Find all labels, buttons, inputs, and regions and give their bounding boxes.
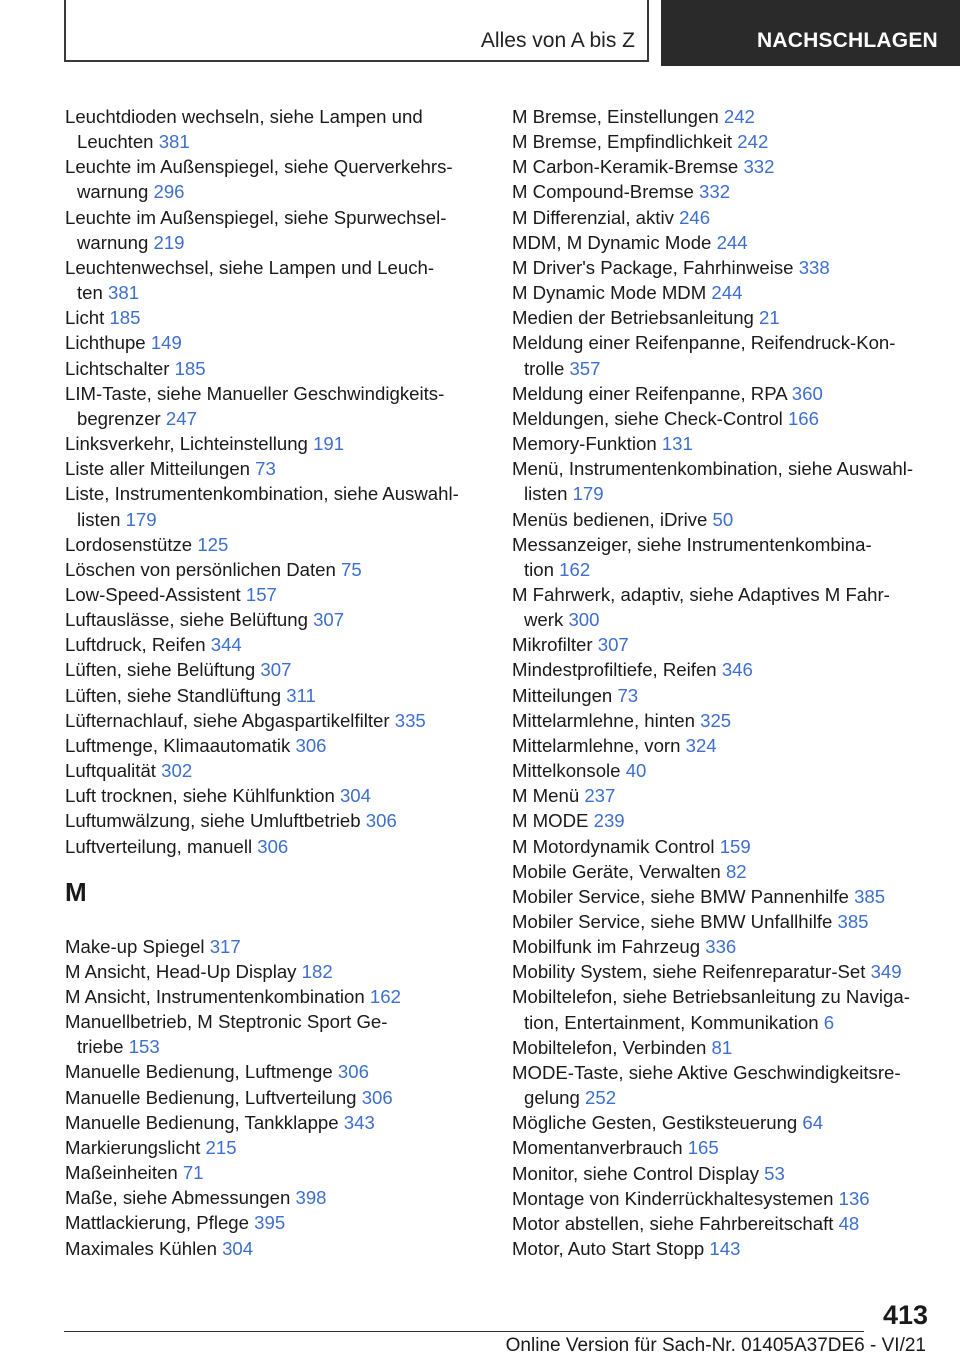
index-entry-text: Mikrofilter [512, 634, 598, 656]
index-entry-text: M Carbon-Keramik-Bremse [512, 156, 744, 178]
page-reference-link[interactable]: 191 [313, 433, 345, 455]
index-entry-text: Leuchte im Außenspiegel, siehe Querverkehrs- [65, 156, 453, 178]
index-entry-text: Luftqualität [65, 760, 162, 782]
index-entry [65, 532, 485, 557]
index-entry-text: M MODE [512, 810, 594, 832]
index-entry-text: Linksverkehr, Lichteinstellung [65, 433, 314, 455]
page-reference-link[interactable]: 82 [725, 860, 747, 882]
page-reference-link[interactable]: 75 [341, 558, 362, 580]
index-entry-text: Luft trocknen, siehe Kühlfunktion [65, 785, 340, 807]
online-version-note: Online Version für Sach-Nr. 01405A37DE6 - VI/21 [505, 1335, 926, 1356]
page-reference-link[interactable]: 182 [301, 960, 333, 982]
index-entry [512, 859, 932, 884]
index-entry-text: Menü, Instrumentenkombination, siehe Auswahl- [512, 458, 914, 480]
index-entry-text: M Fahrwerk, adaptiv, siehe Adaptives M Fahr- [512, 583, 890, 605]
index-entry-text: M Ansicht, Instrumentenkombination [65, 986, 370, 1007]
index-entry-text: Maximales Kühlen [65, 1237, 223, 1259]
page-reference-link[interactable]: 335 [394, 709, 426, 731]
index-entry [512, 1236, 932, 1261]
index-entry [65, 104, 485, 154]
page-reference-link[interactable]: 349 [870, 961, 902, 983]
index-entry-text: Manuelle Bedienung, Luftmenge [65, 1061, 338, 1083]
page-reference-link[interactable]: 125 [197, 533, 229, 555]
page-reference-link[interactable]: 398 [295, 1187, 327, 1209]
index-entry [512, 582, 932, 632]
index-entry-text: listen [524, 483, 573, 505]
index-entry [512, 507, 932, 532]
index-entry [512, 959, 932, 984]
page-reference-link[interactable]: 237 [584, 785, 616, 807]
page-reference-link[interactable]: 343 [343, 1111, 375, 1133]
page-header [0, 0, 960, 66]
index-entry [65, 708, 485, 733]
index-entry-text: Lüften, siehe Belüftung [65, 659, 261, 681]
index-entry-text: Lordosenstütze [65, 533, 198, 555]
index-entry [512, 129, 932, 154]
index-entry-text: Mögliche Gesten, Gestiksteuerung [512, 1112, 803, 1134]
page-reference-link[interactable]: 307 [597, 634, 629, 656]
page-reference-link[interactable]: 149 [150, 332, 182, 354]
page-reference-link[interactable]: 162 [559, 558, 591, 580]
page-reference-link[interactable]: 300 [568, 609, 600, 631]
index-entry [512, 532, 932, 582]
index-entry [65, 1059, 485, 1084]
page-reference-link[interactable]: 338 [798, 256, 830, 278]
index-entry [512, 305, 932, 330]
index-entry [65, 154, 485, 204]
index-entry [65, 582, 485, 607]
page-reference-link[interactable]: 325 [700, 709, 732, 731]
page-reference-link[interactable]: 302 [161, 760, 193, 782]
page-reference-link[interactable]: 332 [699, 181, 731, 203]
index-entry-text: Lüften, siehe Standlüftung [65, 684, 287, 706]
index-entry [512, 104, 932, 129]
page-reference-link[interactable]: 247 [165, 407, 197, 429]
index-entry [65, 205, 485, 255]
index-entry-text: Low-Speed-Assistent [65, 583, 246, 605]
index-entry [65, 934, 485, 959]
index-entry-text: Mobiltelefon, siehe Betriebsanleitung zu Naviga- [512, 986, 910, 1008]
index-entry [65, 356, 485, 381]
index-entry-text: Meldungen, siehe Check-Control [512, 407, 788, 429]
index-entry [65, 657, 485, 682]
index-entry-text: Mobility System, siehe Reifenreparatur-Set [512, 961, 871, 983]
page-reference-link[interactable]: 81 [711, 1036, 733, 1058]
chapter-tab-label: NACHSCHLAGEN [757, 29, 938, 52]
index-entry-text: M Bremse, Empfindlichkeit [512, 131, 738, 153]
index-entry [512, 808, 932, 833]
index-entry-text: MODE-Taste, siehe Aktive Geschwindigkeitsre- [512, 1061, 901, 1083]
index-entry [65, 1009, 485, 1059]
index-entry-text: Mobilfunk im Fahrzeug [512, 936, 706, 958]
index-entry [65, 557, 485, 582]
index-entry-text: Leuchtdioden wechseln, siehe Lampen und [65, 106, 423, 127]
index-entry-text: Mobiltelefon, Verbinden [512, 1036, 712, 1058]
index-entry-text: Markierungslicht [65, 1136, 206, 1158]
index-entry-text: Mobiler Service, siehe BMW Unfallhilfe [512, 911, 838, 932]
index-entry [512, 406, 932, 431]
page-reference-link[interactable]: 381 [158, 131, 190, 153]
page-reference-link[interactable]: 360 [791, 382, 823, 404]
index-entry-text: Momentanverbrauch [512, 1137, 688, 1159]
page-reference-link[interactable]: 166 [787, 407, 819, 429]
page-reference-link[interactable]: 252 [585, 1087, 617, 1109]
index-entry [512, 330, 932, 380]
page-reference-link[interactable]: 244 [716, 231, 748, 253]
index-entry-text: Mindestprofiltiefe, Reifen [512, 659, 722, 681]
page-reference-link[interactable]: 244 [711, 282, 743, 304]
index-column-right [512, 104, 932, 1261]
index-entry-text: tion, Entertainment, Kommunikation [524, 1011, 824, 1033]
page-reference-link[interactable]: 153 [128, 1036, 160, 1058]
index-entry-text: gelung [524, 1087, 586, 1109]
index-entry [512, 733, 932, 758]
page-reference-link[interactable]: 165 [687, 1137, 719, 1159]
index-entry-text: Motor, Auto Start Stopp [512, 1238, 710, 1260]
page-reference-link[interactable]: 306 [365, 810, 397, 832]
index-entry-text: M Ansicht, Head-Up Display [65, 960, 302, 982]
page-reference-link[interactable]: 306 [337, 1061, 369, 1083]
page-reference-link[interactable]: 385 [837, 911, 869, 932]
page-reference-link[interactable]: 296 [153, 181, 185, 203]
page-reference-link[interactable]: 50 [712, 508, 734, 530]
index-entry [65, 733, 485, 758]
index-entry-text: Lichtschalter [65, 357, 175, 379]
page-reference-link[interactable]: 215 [205, 1136, 237, 1158]
index-entry [65, 1110, 485, 1135]
page-reference-link[interactable]: 219 [153, 231, 185, 253]
index-entry [512, 884, 932, 909]
page-number: 413 [882, 1300, 928, 1330]
index-entry [512, 657, 932, 682]
page-reference-link[interactable]: 239 [593, 810, 625, 832]
index-entry-text: Menüs bedienen, iDrive [512, 508, 713, 530]
index-entry-text: MDM, M Dynamic Mode [512, 231, 717, 253]
index-entry [65, 305, 485, 330]
index-entry-text: Memory-Funktion [512, 433, 662, 455]
index-entry-text: Luftauslässe, siehe Belüftung [65, 609, 314, 631]
index-entry [65, 758, 485, 783]
page-reference-link[interactable]: 306 [295, 734, 327, 756]
index-column-left [65, 104, 485, 1261]
index-entry-text: warnung [77, 181, 154, 203]
index-entry-text: M Driver's Package, Fahrhinweise [512, 256, 799, 278]
index-entry-text: M Bremse, Einstellungen [512, 106, 724, 127]
index-entry-text: Lüfternachlauf, siehe Abgaspartikelfilter [65, 709, 395, 731]
index-entry [512, 909, 932, 934]
index-entry [65, 330, 485, 355]
page-reference-link[interactable]: 136 [838, 1187, 870, 1209]
index-entry [512, 179, 932, 204]
footer-divider [64, 1331, 864, 1332]
page-reference-link[interactable]: 246 [679, 206, 711, 228]
index-entry [65, 1135, 485, 1160]
index-entry-text: Meldung einer Reifenpanne, Reifendruck-Kon- [512, 332, 896, 354]
index-entry-text: Lichthupe [65, 332, 151, 354]
page-reference-link[interactable]: 21 [759, 307, 780, 329]
index-entry-text: Mittelkonsole [512, 760, 626, 782]
index-entry-text: Mobiler Service, siehe BMW Pannenhilfe [512, 885, 855, 907]
index-entry-text: Luftdruck, Reifen [65, 634, 211, 656]
index-entry [512, 431, 932, 456]
index-entry-text: M Dynamic Mode MDM [512, 282, 712, 304]
index-entry-text: Leuchtenwechsel, siehe Lampen und Leuch- [65, 256, 435, 278]
page-reference-link[interactable]: 242 [723, 106, 755, 127]
page-reference-link[interactable]: 40 [625, 760, 647, 782]
page-reference-link[interactable]: 157 [245, 583, 277, 605]
index-entry-text: Meldung einer Reifenpanne, RPA [512, 382, 792, 404]
page-reference-link[interactable]: 6 [823, 1011, 835, 1033]
index-entry [512, 381, 932, 406]
index-entry-text: M Differenzial, aktiv [512, 206, 680, 228]
index-entry-text: Maßeinheiten [65, 1162, 183, 1184]
index-entry [65, 456, 485, 481]
page-reference-link[interactable]: 307 [313, 609, 345, 631]
index-entry-text: Löschen von persönlichen Daten [65, 558, 341, 580]
page-reference-link[interactable]: 381 [108, 282, 140, 304]
index-entry-text: tion [524, 558, 560, 580]
index-entry-text: Liste aller Mitteilungen [65, 458, 256, 480]
index-entry-text: Leuchte im Außenspiegel, siehe Spurwechsel- [65, 206, 447, 228]
chapter-tab [661, 0, 960, 66]
page-reference-link[interactable]: 311 [286, 684, 316, 706]
index-entry [65, 255, 485, 305]
index-entry-text: Monitor, siehe Control Display [512, 1162, 765, 1184]
index-entry [512, 205, 932, 230]
page-reference-link[interactable]: 357 [569, 357, 601, 379]
index-entry [512, 683, 932, 708]
index-entry [65, 1236, 485, 1261]
page-reference-link[interactable]: 307 [260, 659, 292, 681]
page-reference-link[interactable]: 185 [174, 357, 206, 379]
index-entry-text: begrenzer [77, 407, 166, 429]
index-entry-text: M Menü [512, 785, 585, 807]
index-entry [65, 683, 485, 708]
index-entry-text: trolle [524, 357, 570, 379]
index-entry-text: Montage von Kinderrückhaltesystemen [512, 1187, 839, 1209]
index-entry [512, 708, 932, 733]
index-entry-text: Manuelle Bedienung, Tankklappe [65, 1111, 344, 1133]
index-entry-text: M Motordynamik Control [512, 835, 720, 857]
index-entries-m [65, 934, 485, 1261]
index-entry [65, 381, 485, 431]
letter-heading-m: M [65, 876, 87, 907]
index-entry [512, 758, 932, 783]
page-reference-link[interactable]: 346 [721, 659, 753, 681]
page-reference-link[interactable]: 143 [709, 1238, 741, 1260]
index-entry-text: M Compound-Bremse [512, 181, 700, 203]
page-reference-link[interactable]: 395 [254, 1212, 286, 1234]
index-entry-text: Luftverteilung, manuell [65, 835, 258, 857]
page-reference-link[interactable]: 179 [572, 483, 604, 505]
index-entry [65, 1210, 485, 1235]
index-entry [65, 607, 485, 632]
index-entry-text: Luftumwälzung, siehe Umluftbetrieb [65, 810, 366, 832]
index-entry-text: Maße, siehe Abmessungen [65, 1187, 296, 1209]
index-entry-text: triebe [77, 1036, 129, 1058]
section-title-box [64, 0, 649, 62]
index-entry [512, 1135, 932, 1160]
index-entry-text: Messanzeiger, siehe Instrumentenkombina- [512, 533, 872, 555]
index-entry [512, 984, 932, 1034]
index-entry [512, 1035, 932, 1060]
index-entry [65, 632, 485, 657]
index-entry [512, 230, 932, 255]
index-entry [512, 255, 932, 280]
index-entry [65, 1185, 485, 1210]
page-reference-link[interactable]: 336 [705, 936, 737, 958]
index-entry-text: Manuellbetrieb, M Steptronic Sport Ge- [65, 1011, 388, 1033]
page-reference-link[interactable]: 242 [737, 131, 769, 153]
page-reference-link[interactable]: 179 [125, 508, 157, 530]
index-entry [65, 1160, 485, 1185]
page-reference-link[interactable]: 159 [719, 835, 751, 857]
page-reference-link[interactable]: 73 [255, 458, 276, 480]
index-entry [65, 1085, 485, 1110]
index-entry-text: Medien der Betriebsanleitung [512, 307, 760, 329]
index-entry [65, 834, 485, 859]
page-reference-link[interactable]: 385 [854, 885, 886, 907]
index-entry [512, 154, 932, 179]
page-reference-link[interactable]: 53 [764, 1162, 785, 1184]
index-entry [65, 808, 485, 833]
index-entries-m-continued [512, 104, 932, 1261]
page-reference-link[interactable]: 317 [209, 935, 241, 957]
index-entry [512, 280, 932, 305]
index-entries-l [65, 104, 485, 859]
index-entry-text: Motor abstellen, siehe Fahrbereitschaft [512, 1212, 839, 1234]
index-entry [65, 431, 485, 456]
index-entry-text: ten [77, 282, 109, 304]
page-reference-link[interactable]: 304 [339, 785, 371, 807]
index-entry-text: Liste, Instrumentenkombination, siehe Auswahl- [65, 483, 459, 505]
index-entry-text: Luftmenge, Klimaautomatik [65, 734, 296, 756]
index-entry-text: listen [77, 508, 126, 530]
index-entry-text: Make-up Spiegel [65, 935, 210, 957]
index-entry [65, 783, 485, 808]
page-reference-link[interactable]: 304 [222, 1237, 254, 1259]
index-entry-text: Mitteilungen [512, 684, 618, 706]
page-reference-link[interactable]: 306 [361, 1086, 393, 1108]
page-reference-link[interactable]: 306 [257, 835, 289, 857]
page-reference-link[interactable]: 344 [210, 634, 242, 656]
index-entry-text: Mattlackierung, Pflege [65, 1212, 255, 1234]
index-entry [512, 632, 932, 657]
index-entry-text: Mittelarmlehne, vorn [512, 734, 686, 756]
index-entry-text: werk [524, 609, 569, 631]
page-reference-link[interactable]: 162 [369, 986, 401, 1007]
index-entry-text: Licht [65, 307, 110, 329]
page-reference-link[interactable]: 71 [182, 1162, 204, 1184]
index-entry-text: Manuelle Bedienung, Luftverteilung [65, 1086, 362, 1108]
index-entry-text: Leuchten [77, 131, 159, 153]
index-entry-text: LIM-Taste, siehe Manueller Geschwindigkeits- [65, 382, 445, 404]
index-entry [65, 984, 485, 1009]
section-title: Alles von A bis Z [480, 29, 635, 52]
page-reference-link[interactable]: 332 [743, 156, 775, 178]
page-reference-link[interactable]: 48 [838, 1212, 860, 1234]
index-entry-text: Mittelarmlehne, hinten [512, 709, 701, 731]
index-entry [65, 959, 485, 984]
page-reference-link[interactable]: 73 [617, 684, 639, 706]
index-entry [512, 834, 932, 859]
index-entry-text: warnung [77, 231, 154, 253]
index-entry [512, 1110, 932, 1135]
index-entry [512, 1060, 932, 1110]
page-reference-link[interactable]: 131 [661, 433, 693, 455]
index-entry [512, 456, 932, 506]
index-entry [512, 1161, 932, 1186]
page-reference-link[interactable]: 324 [685, 734, 717, 756]
index-entry [512, 1186, 932, 1211]
index-entry [512, 783, 932, 808]
index-entry [512, 1211, 932, 1236]
page-reference-link[interactable]: 185 [109, 307, 141, 329]
page-reference-link[interactable]: 64 [802, 1112, 824, 1134]
index-entry [65, 481, 485, 531]
index-entry [512, 934, 932, 959]
index-entry-text: Mobile Geräte, Verwalten [512, 860, 726, 882]
